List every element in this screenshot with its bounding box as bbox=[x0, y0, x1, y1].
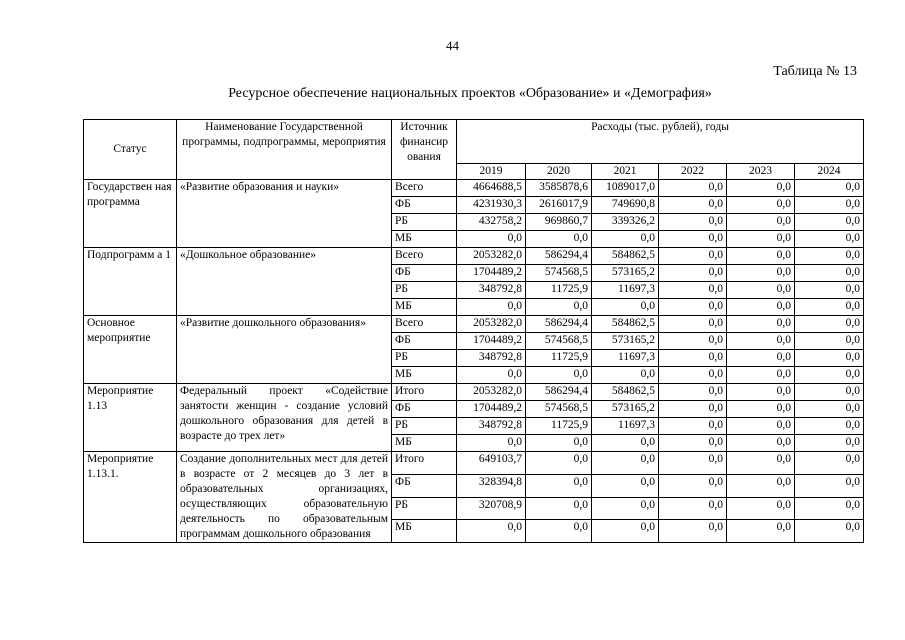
source-cell: РБ bbox=[392, 282, 457, 299]
value-cell: 0,0 bbox=[659, 452, 727, 475]
header-status: Статус bbox=[84, 120, 177, 180]
value-cell: 0,0 bbox=[727, 282, 795, 299]
value-cell: 348792,8 bbox=[457, 418, 526, 435]
value-cell: 0,0 bbox=[727, 474, 795, 497]
source-cell: Всего bbox=[392, 316, 457, 333]
source-cell: Итого bbox=[392, 384, 457, 401]
value-cell: 0,0 bbox=[592, 435, 659, 452]
value-cell: 2053282,0 bbox=[457, 384, 526, 401]
value-cell: 0,0 bbox=[795, 214, 864, 231]
value-cell: 1704489,2 bbox=[457, 333, 526, 350]
value-cell: 0,0 bbox=[727, 435, 795, 452]
source-cell: РБ bbox=[392, 497, 457, 520]
header-year: 2020 bbox=[526, 164, 592, 180]
value-cell: 432758,2 bbox=[457, 214, 526, 231]
value-cell: 0,0 bbox=[659, 282, 727, 299]
value-cell: 0,0 bbox=[795, 418, 864, 435]
status-cell: Мероприятие 1.13 bbox=[84, 384, 177, 452]
value-cell: 0,0 bbox=[795, 384, 864, 401]
value-cell: 0,0 bbox=[659, 350, 727, 367]
value-cell: 348792,8 bbox=[457, 282, 526, 299]
value-cell: 0,0 bbox=[457, 299, 526, 316]
value-cell: 586294,4 bbox=[526, 384, 592, 401]
value-cell: 0,0 bbox=[592, 231, 659, 248]
value-cell: 0,0 bbox=[795, 282, 864, 299]
source-cell: РБ bbox=[392, 214, 457, 231]
value-cell: 0,0 bbox=[526, 474, 592, 497]
value-cell: 0,0 bbox=[659, 316, 727, 333]
value-cell: 0,0 bbox=[526, 452, 592, 475]
value-cell: 0,0 bbox=[659, 248, 727, 265]
header-year: 2021 bbox=[592, 164, 659, 180]
value-cell: 0,0 bbox=[659, 231, 727, 248]
source-cell: Итого bbox=[392, 452, 457, 475]
program-name-cell: Федеральный проект «Содействие занятости женщин - создание условий дошкольного образования для детей в возрасте до трех лет» bbox=[177, 384, 392, 452]
value-cell: 0,0 bbox=[526, 497, 592, 520]
value-cell: 2053282,0 bbox=[457, 316, 526, 333]
value-cell: 0,0 bbox=[659, 265, 727, 282]
header-source: Источник финансир ования bbox=[392, 120, 457, 180]
value-cell: 11697,3 bbox=[592, 418, 659, 435]
value-cell: 1704489,2 bbox=[457, 265, 526, 282]
value-cell: 11725,9 bbox=[526, 418, 592, 435]
value-cell: 0,0 bbox=[795, 474, 864, 497]
program-name-cell: «Развитие дошкольного образования» bbox=[177, 316, 392, 384]
value-cell: 4231930,3 bbox=[457, 197, 526, 214]
value-cell: 0,0 bbox=[592, 474, 659, 497]
value-cell: 11725,9 bbox=[526, 350, 592, 367]
value-cell: 0,0 bbox=[727, 350, 795, 367]
status-cell: Подпрограмм а 1 bbox=[84, 248, 177, 316]
header-year: 2023 bbox=[727, 164, 795, 180]
table-row bbox=[84, 316, 864, 333]
value-cell: 0,0 bbox=[795, 435, 864, 452]
table-number: Таблица № 13 bbox=[773, 64, 857, 79]
value-cell: 0,0 bbox=[795, 299, 864, 316]
value-cell: 0,0 bbox=[727, 367, 795, 384]
value-cell: 0,0 bbox=[727, 299, 795, 316]
value-cell: 328394,8 bbox=[457, 474, 526, 497]
value-cell: 0,0 bbox=[526, 367, 592, 384]
value-cell: 0,0 bbox=[795, 333, 864, 350]
value-cell: 574568,5 bbox=[526, 265, 592, 282]
value-cell: 586294,4 bbox=[526, 248, 592, 265]
source-cell: ФБ bbox=[392, 265, 457, 282]
value-cell: 0,0 bbox=[795, 248, 864, 265]
value-cell: 0,0 bbox=[795, 520, 864, 543]
header-expenses: Расходы (тыс. рублей), годы bbox=[457, 120, 864, 164]
value-cell: 0,0 bbox=[727, 316, 795, 333]
header-year: 2019 bbox=[457, 164, 526, 180]
value-cell: 0,0 bbox=[659, 180, 727, 197]
value-cell: 0,0 bbox=[457, 367, 526, 384]
value-cell: 0,0 bbox=[727, 418, 795, 435]
source-cell: МБ bbox=[392, 367, 457, 384]
header-name: Наименование Государственной программы, подпрограммы, мероприятия bbox=[177, 120, 392, 180]
value-cell: 3585878,6 bbox=[526, 180, 592, 197]
value-cell: 0,0 bbox=[659, 435, 727, 452]
value-cell: 586294,4 bbox=[526, 316, 592, 333]
source-cell: ФБ bbox=[392, 333, 457, 350]
value-cell: 0,0 bbox=[592, 299, 659, 316]
value-cell: 0,0 bbox=[659, 367, 727, 384]
table-row bbox=[84, 248, 864, 265]
value-cell: 0,0 bbox=[795, 180, 864, 197]
value-cell: 0,0 bbox=[727, 520, 795, 543]
value-cell: 574568,5 bbox=[526, 401, 592, 418]
value-cell: 0,0 bbox=[457, 520, 526, 543]
value-cell: 0,0 bbox=[659, 474, 727, 497]
value-cell: 0,0 bbox=[727, 197, 795, 214]
value-cell: 11697,3 bbox=[592, 282, 659, 299]
value-cell: 584862,5 bbox=[592, 248, 659, 265]
source-cell: МБ bbox=[392, 299, 457, 316]
value-cell: 0,0 bbox=[795, 497, 864, 520]
value-cell: 339326,2 bbox=[592, 214, 659, 231]
value-cell: 0,0 bbox=[795, 265, 864, 282]
source-cell: Всего bbox=[392, 248, 457, 265]
table-row bbox=[84, 180, 864, 197]
value-cell: 0,0 bbox=[526, 520, 592, 543]
source-cell: ФБ bbox=[392, 401, 457, 418]
program-name-cell: «Дошкольное образование» bbox=[177, 248, 392, 316]
value-cell: 0,0 bbox=[659, 333, 727, 350]
value-cell: 0,0 bbox=[795, 401, 864, 418]
value-cell: 0,0 bbox=[659, 520, 727, 543]
source-cell: ФБ bbox=[392, 197, 457, 214]
source-cell: МБ bbox=[392, 520, 457, 543]
value-cell: 0,0 bbox=[592, 497, 659, 520]
value-cell: 0,0 bbox=[795, 367, 864, 384]
value-cell: 0,0 bbox=[727, 452, 795, 475]
value-cell: 0,0 bbox=[727, 214, 795, 231]
program-name-cell: Создание дополнительных мест для детей в возрасте от 2 месяцев до 3 лет в образовательных организациях, осуществляющих образовательную деятельность по образовательным программам дошкольного образования bbox=[177, 452, 392, 543]
value-cell: 584862,5 bbox=[592, 316, 659, 333]
status-cell: Основное мероприятие bbox=[84, 316, 177, 384]
value-cell: 0,0 bbox=[659, 497, 727, 520]
source-cell: Всего bbox=[392, 180, 457, 197]
value-cell: 0,0 bbox=[727, 231, 795, 248]
source-cell: РБ bbox=[392, 418, 457, 435]
value-cell: 11697,3 bbox=[592, 350, 659, 367]
value-cell: 0,0 bbox=[727, 248, 795, 265]
value-cell: 0,0 bbox=[592, 520, 659, 543]
program-name-cell: «Развитие образования и науки» bbox=[177, 180, 392, 248]
status-cell: Мероприятие 1.13.1. bbox=[84, 452, 177, 543]
value-cell: 574568,5 bbox=[526, 333, 592, 350]
value-cell: 1089017,0 bbox=[592, 180, 659, 197]
value-cell: 348792,8 bbox=[457, 350, 526, 367]
source-cell: РБ bbox=[392, 350, 457, 367]
value-cell: 0,0 bbox=[727, 384, 795, 401]
value-cell: 0,0 bbox=[727, 180, 795, 197]
value-cell: 11725,9 bbox=[526, 282, 592, 299]
value-cell: 0,0 bbox=[659, 214, 727, 231]
value-cell: 320708,9 bbox=[457, 497, 526, 520]
table-row bbox=[84, 452, 864, 475]
value-cell: 0,0 bbox=[795, 350, 864, 367]
value-cell: 0,0 bbox=[526, 299, 592, 316]
page-number: 44 bbox=[446, 38, 459, 53]
value-cell: 0,0 bbox=[727, 497, 795, 520]
value-cell: 0,0 bbox=[457, 435, 526, 452]
value-cell: 0,0 bbox=[795, 197, 864, 214]
value-cell: 0,0 bbox=[795, 231, 864, 248]
value-cell: 0,0 bbox=[795, 452, 864, 475]
value-cell: 0,0 bbox=[659, 418, 727, 435]
value-cell: 649103,7 bbox=[457, 452, 526, 475]
value-cell: 0,0 bbox=[727, 333, 795, 350]
value-cell: 0,0 bbox=[526, 231, 592, 248]
header-year: 2024 bbox=[795, 164, 864, 180]
table-row bbox=[84, 384, 864, 401]
header-year: 2022 bbox=[659, 164, 727, 180]
value-cell: 0,0 bbox=[526, 435, 592, 452]
value-cell: 584862,5 bbox=[592, 384, 659, 401]
value-cell: 0,0 bbox=[592, 367, 659, 384]
status-cell: Государствен ная программа bbox=[84, 180, 177, 248]
value-cell: 0,0 bbox=[659, 401, 727, 418]
document-title: Ресурсное обеспечение национальных проектов «Образование» и «Демография» bbox=[228, 86, 712, 101]
value-cell: 749690,8 bbox=[592, 197, 659, 214]
value-cell: 573165,2 bbox=[592, 265, 659, 282]
value-cell: 0,0 bbox=[592, 452, 659, 475]
value-cell: 2616017,9 bbox=[526, 197, 592, 214]
source-cell: МБ bbox=[392, 231, 457, 248]
value-cell: 2053282,0 bbox=[457, 248, 526, 265]
value-cell: 0,0 bbox=[659, 197, 727, 214]
value-cell: 1704489,2 bbox=[457, 401, 526, 418]
value-cell: 573165,2 bbox=[592, 401, 659, 418]
value-cell: 0,0 bbox=[457, 231, 526, 248]
source-cell: МБ bbox=[392, 435, 457, 452]
value-cell: 0,0 bbox=[727, 401, 795, 418]
value-cell: 0,0 bbox=[727, 265, 795, 282]
resource-table bbox=[83, 119, 864, 543]
source-cell: ФБ bbox=[392, 474, 457, 497]
value-cell: 0,0 bbox=[659, 299, 727, 316]
value-cell: 0,0 bbox=[795, 316, 864, 333]
value-cell: 4664688,5 bbox=[457, 180, 526, 197]
value-cell: 573165,2 bbox=[592, 333, 659, 350]
value-cell: 0,0 bbox=[659, 384, 727, 401]
value-cell: 969860,7 bbox=[526, 214, 592, 231]
